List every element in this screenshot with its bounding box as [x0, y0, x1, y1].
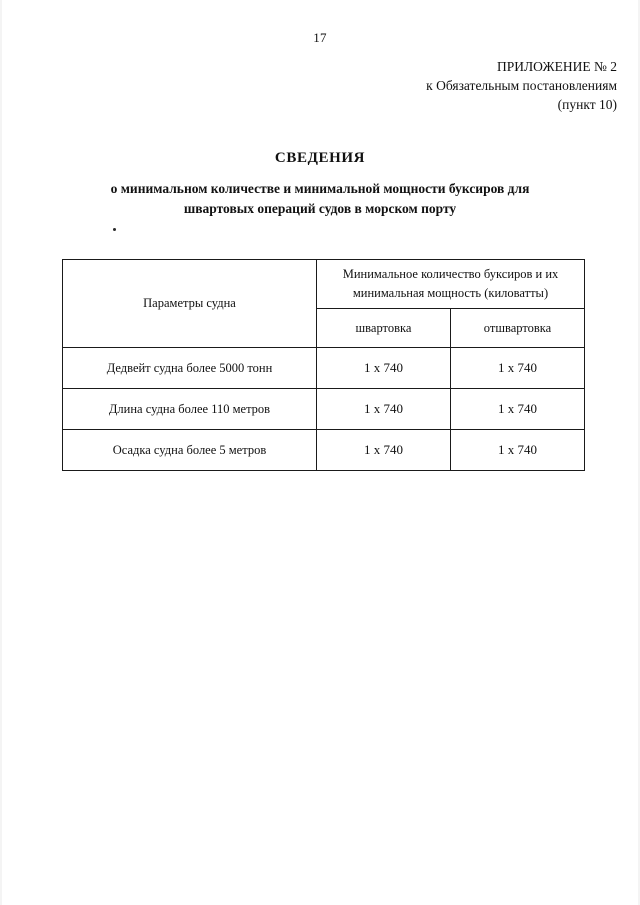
cell-parameter: Дедвейт судна более 5000 тонн: [63, 348, 317, 389]
table-row: [63, 389, 585, 430]
cell-mooring-power: 1 х 740: [317, 389, 451, 430]
cell-mooring-power: 1 х 740: [317, 348, 451, 389]
appendix-clause-line: (пункт 10): [557, 97, 617, 112]
appendix-header: [0, 57, 617, 114]
table-header-row-primary: [63, 260, 585, 309]
cell-mooring-power: 1 х 740: [317, 430, 451, 471]
header-cell-ship-parameters: Параметры судна: [63, 260, 317, 348]
title-block: [0, 150, 640, 219]
cell-unmooring-power: 1 х 740: [451, 430, 585, 471]
table-row: [63, 430, 585, 471]
document-subtitle: [0, 179, 640, 219]
cell-parameter: Длина судна более 110 метров: [63, 389, 317, 430]
header-cell-unmooring: отшвартовка: [451, 309, 585, 348]
header-cell-mooring: швартовка: [317, 309, 451, 348]
page-number: 17: [313, 30, 327, 45]
scan-edge-left: [0, 0, 2, 905]
appendix-title-line: ПРИЛОЖЕНИЕ № 2: [496, 59, 617, 74]
cell-parameter: Осадка судна более 5 метров: [63, 430, 317, 471]
document-subtitle-line-2: швартовых операций судов в морском порту: [183, 201, 457, 216]
tug-requirements-table: [62, 259, 585, 471]
appendix-reference-line: к Обязательным постановлениям: [426, 78, 617, 93]
cell-unmooring-power: 1 х 740: [451, 389, 585, 430]
tug-requirements-table-wrapper: [62, 259, 585, 471]
table-row: [63, 348, 585, 389]
header-cell-tug-requirements: Минимальное количество буксиров и их минимальная мощность (киловатты): [317, 260, 585, 309]
document-title: СВЕДЕНИЯ: [274, 150, 366, 166]
stray-ink-mark: [113, 228, 116, 231]
cell-unmooring-power: 1 х 740: [451, 348, 585, 389]
document-subtitle-line-1: о минимальном количестве и минимальной мощности буксиров для: [110, 181, 530, 196]
